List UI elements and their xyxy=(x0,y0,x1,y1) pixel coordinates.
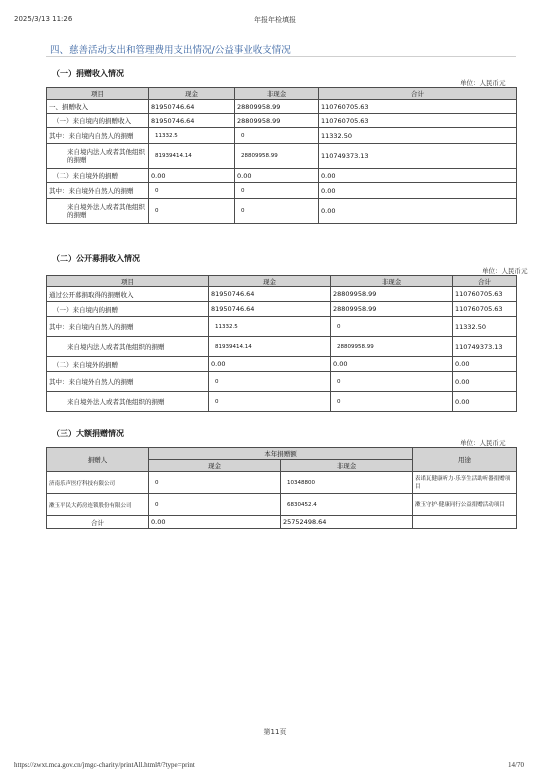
noncash-cell: 0 xyxy=(331,392,453,412)
page-label: 第11页 xyxy=(263,728,287,736)
col-header-cash: 现金 xyxy=(209,276,331,287)
total-cell: 0.00 xyxy=(319,199,517,224)
noncash-cell: 28809958.99 xyxy=(331,287,453,302)
footer-url: https://zwxt.mca.gov.cn/jmgc-charity/printAll.html#/?type=print xyxy=(14,761,195,769)
table-row xyxy=(47,392,517,412)
cash-cell: 81950746.64 xyxy=(149,114,235,128)
table2-title: （二）公开募捐收入情况 xyxy=(52,254,140,263)
col-header-cash: 现金 xyxy=(149,460,281,472)
table2-unit: 单位：人民币元 xyxy=(482,267,528,275)
col-header-year-amount: 本年捐赠额 xyxy=(149,448,413,460)
total-noncash-cell: 25752498.64 xyxy=(281,516,413,529)
row-label: 其中：来自境内自然人的捐赠 xyxy=(47,317,209,337)
cash-cell: 81950746.64 xyxy=(149,100,235,114)
col-header-noncash: 非现金 xyxy=(235,88,319,100)
section-title: 四、慈善活动支出和管理费用支出情况/公益事业收支情况 xyxy=(50,45,291,56)
table-row xyxy=(47,357,517,372)
row-label: （一）来自境内的捐赠收入 xyxy=(47,114,149,128)
total-purpose-cell xyxy=(413,516,517,529)
noncash-cell: 28809958.99 xyxy=(235,144,319,169)
donor-cell: 漱玉平民大药房连锁股份有限公司 xyxy=(47,494,149,516)
row-label: （二）来自境外的捐赠 xyxy=(47,357,209,372)
col-header-total: 合计 xyxy=(453,276,517,287)
table-row xyxy=(47,128,517,144)
col-header-cash: 现金 xyxy=(149,88,235,100)
table-row xyxy=(47,472,517,494)
noncash-cell: 0.00 xyxy=(331,357,453,372)
cash-cell: 0 xyxy=(149,494,281,516)
table-row xyxy=(47,287,517,302)
footer-page-count: 14/70 xyxy=(508,761,524,769)
total-cell: 11332.50 xyxy=(319,128,517,144)
col-header-item: 项目 xyxy=(47,276,209,287)
noncash-cell: 0 xyxy=(235,183,319,199)
cash-cell: 81950746.64 xyxy=(209,287,331,302)
col-header-purpose: 用途 xyxy=(413,448,517,472)
total-cell: 110760705.63 xyxy=(319,100,517,114)
table-row xyxy=(47,199,517,224)
table-row xyxy=(47,169,517,183)
public-fundraising-table xyxy=(46,275,517,412)
row-label: （二）来自境外的捐赠 xyxy=(47,169,149,183)
cash-cell: 0 xyxy=(149,199,235,224)
row-label: 其中：来自境内自然人的捐赠 xyxy=(47,128,149,144)
total-cell: 0.00 xyxy=(319,183,517,199)
title-divider xyxy=(46,56,516,57)
table-row xyxy=(47,494,517,516)
noncash-cell: 0 xyxy=(331,317,453,337)
table-row xyxy=(47,100,517,114)
noncash-cell: 0 xyxy=(331,372,453,392)
total-cell: 110749373.13 xyxy=(453,337,517,357)
total-cash-cell: 0.00 xyxy=(149,516,281,529)
purpose-cell: 漱玉守护·健康同行公益捐赠活动项目 xyxy=(413,494,517,516)
print-datetime: 2025/3/13 11:26 xyxy=(14,15,73,23)
noncash-cell: 10348800 xyxy=(281,472,413,494)
noncash-cell: 0 xyxy=(235,199,319,224)
table-row xyxy=(47,183,517,199)
total-cell: 0.00 xyxy=(319,169,517,183)
donor-cell: 济南乐声医疗科技有限公司 xyxy=(47,472,149,494)
print-title: 年报年检填报 xyxy=(254,16,296,24)
row-label: 其中：来自境外自然人的捐赠 xyxy=(47,183,149,199)
donation-income-table xyxy=(46,87,517,224)
cash-cell: 0 xyxy=(209,372,331,392)
cash-cell: 81950746.64 xyxy=(209,302,331,317)
total-cell: 11332.50 xyxy=(453,317,517,337)
table-row xyxy=(47,317,517,337)
total-cell: 110760705.63 xyxy=(453,302,517,317)
table1-title: （一）捐赠收入情况 xyxy=(52,69,124,78)
cash-cell: 0 xyxy=(149,472,281,494)
noncash-cell: 28809958.99 xyxy=(331,302,453,317)
table-row xyxy=(47,372,517,392)
total-cell: 110760705.63 xyxy=(319,114,517,128)
cash-cell: 81939414.14 xyxy=(149,144,235,169)
cash-cell: 11332.5 xyxy=(209,317,331,337)
total-cell: 110760705.63 xyxy=(453,287,517,302)
table-row xyxy=(47,337,517,357)
table-row xyxy=(47,302,517,317)
col-header-total: 合计 xyxy=(319,88,517,100)
row-label: 来自境内法人或者其他组织的捐赠 xyxy=(47,337,209,357)
table3-title: （三）大额捐赠情况 xyxy=(52,429,124,438)
row-label: 来自境外法人或者其他组织的捐赠 xyxy=(47,199,149,224)
table-row xyxy=(47,114,517,128)
noncash-cell: 0.00 xyxy=(235,169,319,183)
row-label: 来自境内法人或者其他组织的捐赠 xyxy=(47,144,149,169)
noncash-cell: 0 xyxy=(235,128,319,144)
col-header-noncash: 非现金 xyxy=(331,276,453,287)
total-row xyxy=(47,516,517,529)
table3-unit: 单位：人民币元 xyxy=(460,439,506,447)
table-row xyxy=(47,144,517,169)
col-header-donor: 捐赠人 xyxy=(47,448,149,472)
cash-cell: 0.00 xyxy=(149,169,235,183)
noncash-cell: 28809958.99 xyxy=(331,337,453,357)
noncash-cell: 6830452.4 xyxy=(281,494,413,516)
row-label: 通过公开募捐取得的捐赠收入 xyxy=(47,287,209,302)
total-cell: 110749373.13 xyxy=(319,144,517,169)
cash-cell: 0 xyxy=(209,392,331,412)
table1-unit: 单位：人民币元 xyxy=(460,79,506,87)
row-label: 一、捐赠收入 xyxy=(47,100,149,114)
col-header-noncash: 非现金 xyxy=(281,460,413,472)
total-cell: 0.00 xyxy=(453,357,517,372)
total-label: 合计 xyxy=(47,516,149,529)
noncash-cell: 28809958.99 xyxy=(235,114,319,128)
cash-cell: 11332.5 xyxy=(149,128,235,144)
col-header-item: 项目 xyxy=(47,88,149,100)
row-label: 来自境外法人或者其他组织的捐赠 xyxy=(47,392,209,412)
total-cell: 0.00 xyxy=(453,372,517,392)
cash-cell: 0 xyxy=(149,183,235,199)
purpose-cell: 表诺瓦健康听力·乐享生活助听器捐赠项目 xyxy=(413,472,517,494)
row-label: 其中：来自境外自然人的捐赠 xyxy=(47,372,209,392)
noncash-cell: 28809958.99 xyxy=(235,100,319,114)
row-label: （一）来自境内的捐赠 xyxy=(47,302,209,317)
total-cell: 0.00 xyxy=(453,392,517,412)
large-donation-table xyxy=(46,447,517,529)
cash-cell: 0.00 xyxy=(209,357,331,372)
cash-cell: 81939414.14 xyxy=(209,337,331,357)
